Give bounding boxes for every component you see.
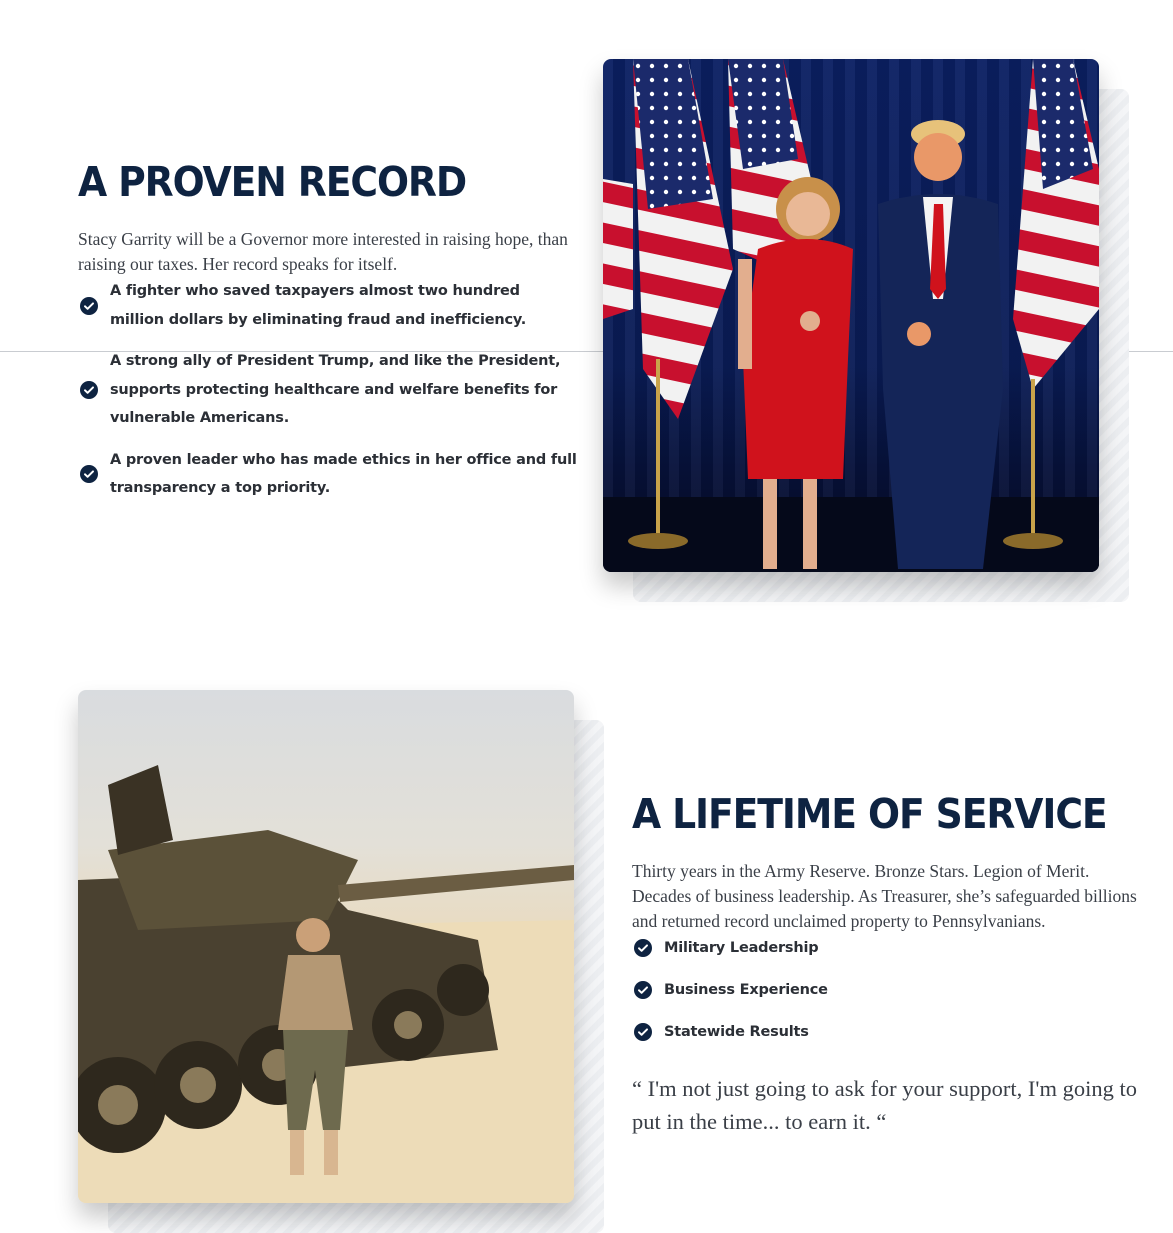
- check-circle-icon: [634, 1023, 652, 1041]
- list-item: [632, 934, 1152, 962]
- lifetime-service-list: [632, 934, 1152, 1046]
- lifetime-service-heading: A LIFETIME OF SERVICE: [632, 790, 1107, 838]
- list-item: [78, 277, 578, 334]
- list-item: [632, 1018, 1152, 1046]
- list-item-text: Statewide Results: [664, 1024, 809, 1041]
- military-service-photo: [78, 690, 574, 1203]
- check-circle-icon: [80, 297, 98, 315]
- check-circle-icon: [80, 381, 98, 399]
- list-item: [78, 347, 578, 433]
- lifetime-service-lead: Thirty years in the Army Reserve. Bronze Stars. Legion of Merit. Decades of business leadership. As Treasurer, she’s safeguarded billions and returned record unclaimed property to Pennsylvanians.: [632, 861, 1137, 932]
- proven-record-section: [78, 160, 578, 503]
- pull-quote: “ I'm not just going to ask for your support, I'm going to put in the time... to earn it. “: [632, 1076, 1137, 1135]
- check-circle-icon: [80, 465, 98, 483]
- list-item-text: A proven leader who has made ethics in her office and full transparency a top priority.: [110, 451, 577, 497]
- list-item: [632, 976, 1152, 1004]
- list-item: [78, 446, 578, 503]
- proven-record-heading: A PROVEN RECORD: [78, 158, 467, 206]
- list-item-text: Military Leadership: [664, 940, 819, 957]
- list-item-text: A strong ally of President Trump, and like the President, supports protecting healthcare and welfare benefits for vulnerable Americans.: [110, 353, 561, 427]
- campaign-photo-with-flags: [603, 59, 1099, 572]
- proven-record-lead: Stacy Garrity will be a Governor more interested in raising hope, than raising our taxes. Her record speaks for itself.: [78, 229, 568, 275]
- check-circle-icon: [634, 981, 652, 999]
- photo-illustration: [603, 59, 1099, 572]
- check-circle-icon: [634, 939, 652, 957]
- proven-record-list: [78, 277, 578, 503]
- photo-illustration: [78, 690, 574, 1203]
- lifetime-service-section: [632, 792, 1152, 1138]
- list-item-text: Business Experience: [664, 982, 828, 999]
- list-item-text: A fighter who saved taxpayers almost two hundred million dollars by eliminating fraud and inefficiency.: [110, 283, 527, 328]
